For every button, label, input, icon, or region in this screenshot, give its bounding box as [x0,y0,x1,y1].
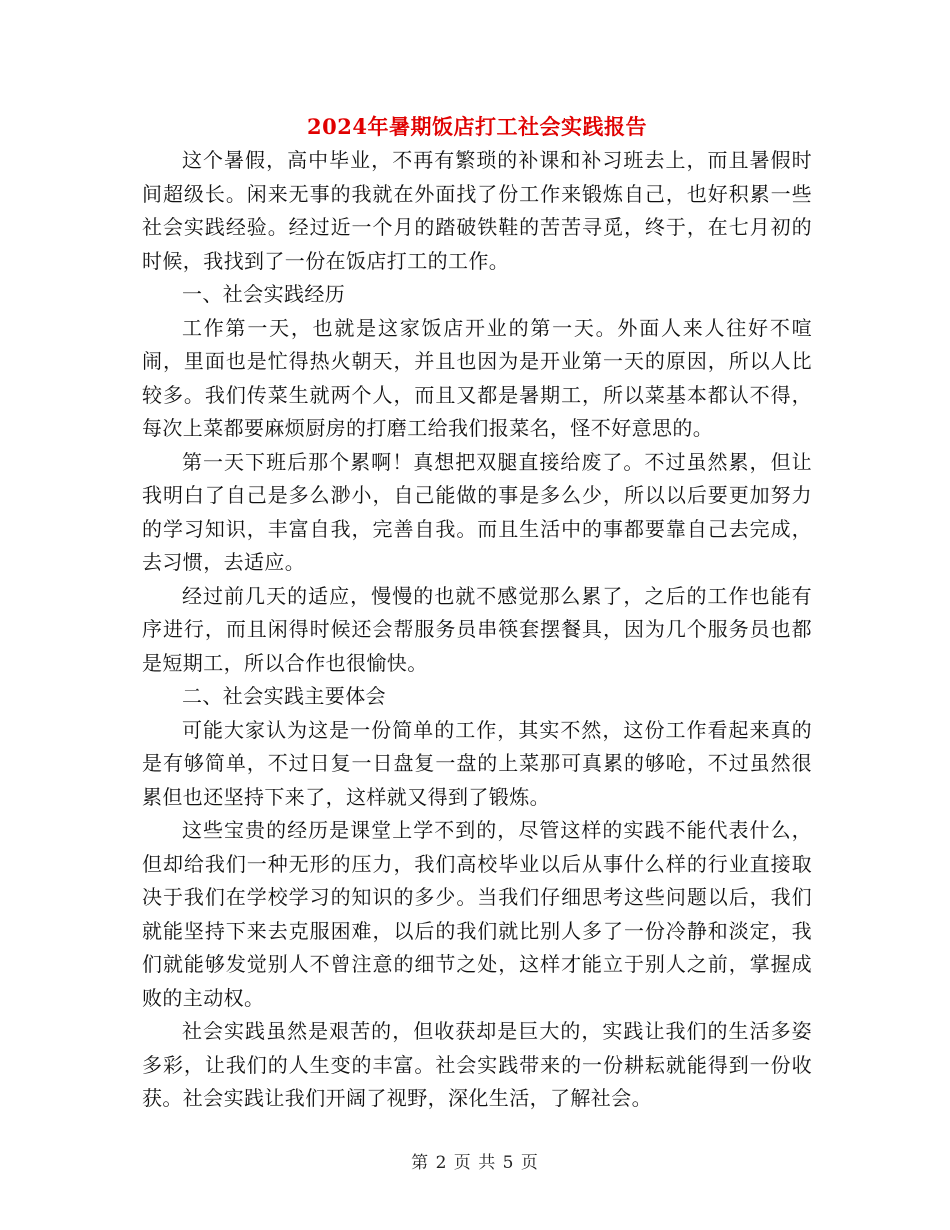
section-heading-reflection: 二、社会实践主要体会 [182,684,386,708]
paragraph-adapt: 经过前几天的适应，慢慢的也就不感觉那么累了，之后的工作也能有序进行，而且闲得时候还会帮服务员串筷套摆餐具，因为几个服务员也都是短期工，所以合作也很愉快。 [142,583,812,675]
paragraph-valuable-experience: 这些宝贵的经历是课堂上学不到的，尽管这样的实践不能代表什么，但却给我们一种无形的压力，我们高校毕业以后从事什么样的行业直接取决于我们在学校学习的知识的多少。当我们仔细思考这些问题以后，我们就能坚持下来去克服困难，以后的我们就比别人多了一份冷静和淡定，我们就能够发觉别人不曾注意的细节之处，这样才能立于别人之前，掌握成败的主动权。 [142,818,812,1010]
document-body [142,110,812,1116]
section-heading-experience: 一、社会实践经历 [182,282,346,306]
paragraph-conclusion: 社会实践虽然是艰苦的，但收获却是巨大的，实践让我们的生活多姿多彩，让我们的人生变的丰富。社会实践带来的一份耕耘就能得到一份收获。社会实践让我们开阔了视野，深化生活，了解社会。 [142,1019,812,1110]
paragraph-first-day: 工作第一天，也就是这家饭店开业的第一天。外面人来人往好不喧闹，里面也是忙得热火朝天，并且也因为是开业第一天的原因，所以人比较多。我们传菜生就两个人，而且又都是暑期工，所以菜基本都认不得，每次上菜都要麻烦厨房的打磨工给我们报菜名，怪不好意思的。 [142,315,812,440]
page-number-footer: 第 2 页 共 5 页 [411,1153,539,1173]
document-title: 2024年暑期饭店打工社会实践报告 [307,114,647,139]
paragraph-simple-work: 可能大家认为这是一份简单的工作，其实不然，这份工作看起来真的是有够简单，不过日复一日盘复一盘的上菜那可真累的够呛，不过虽然很累但也还坚持下来了，这样就又得到了锻炼。 [142,717,812,809]
paragraph-intro: 这个暑假，高中毕业，不再有繁琐的补课和补习班去上，而且暑假时间超级长。闲来无事的我就在外面找了份工作来锻炼自己，也好积累一些社会实践经验。经过近一个月的踏破铁鞋的苦苦寻觅，终于，在七月初的时候，我找到了一份在饭店打工的工作。 [142,148,812,273]
paragraph-tired: 第一天下班后那个累啊！真想把双腿直接给废了。不过虽然累，但让我明白了自己是多么渺小，自己能做的事是多么少，所以以后要更加努力的学习知识，丰富自我，完善自我。而且生活中的事都要靠自己去完成，去习惯，去适应。 [142,449,812,574]
